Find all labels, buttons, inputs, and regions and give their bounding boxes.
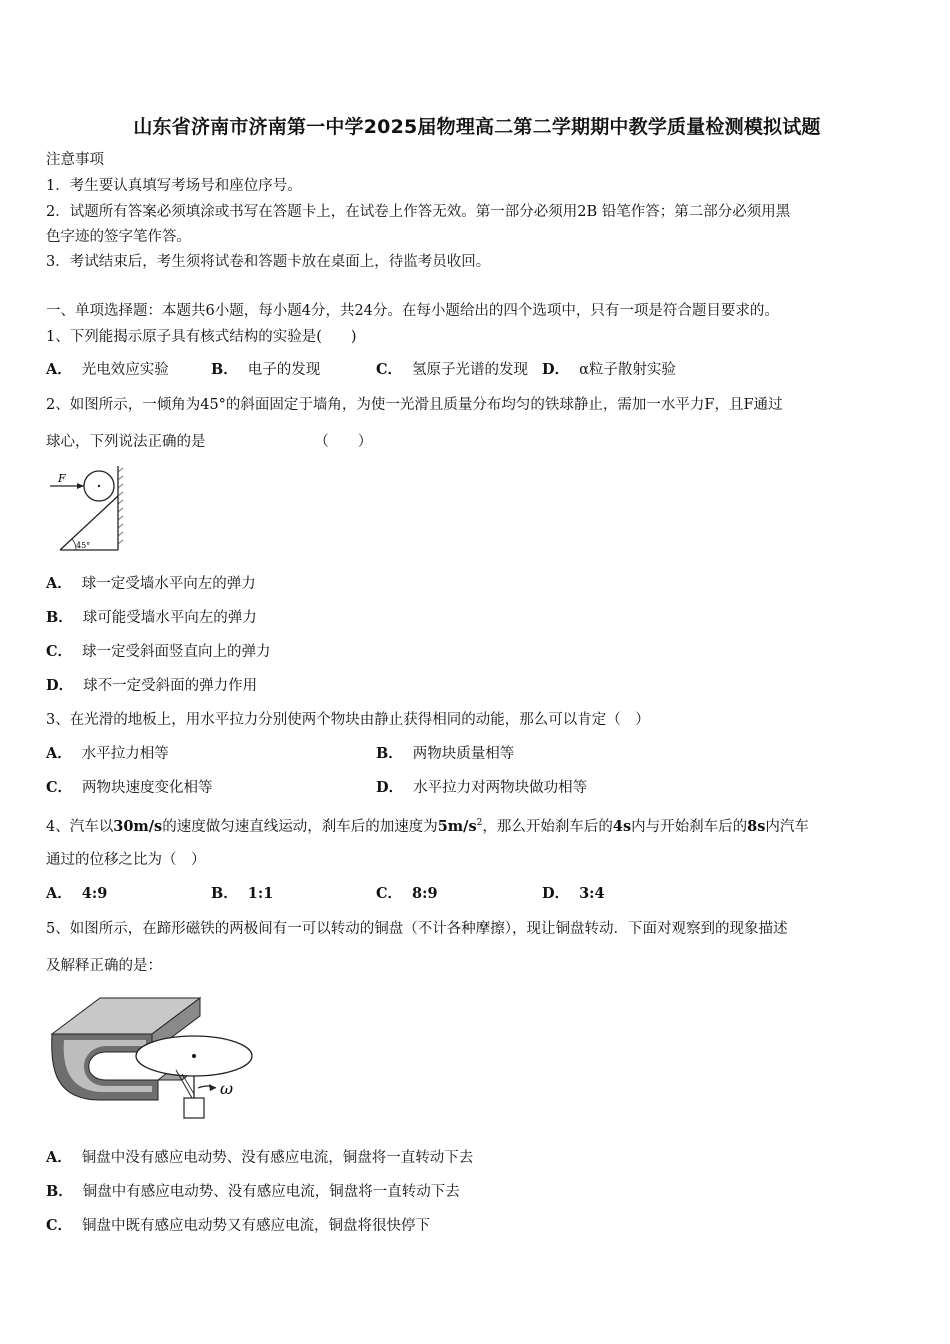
q1-option-d: D． α粒子散射实验 [542,361,676,378]
q1-option-b: B． 电子的发现 [211,361,321,378]
question-2-stem-cont: 球心，下列说法正确的是 （ ） [46,434,373,450]
wall-hatching [118,468,123,544]
question-4-stem-cont: 通过的位移之比为（ ） [46,852,206,868]
q1-option-c: C． 氢原子光谱的发现 [376,361,529,378]
question-2-stem: 2、如图所示，一倾角为45°的斜面固定于墙角，为使一光滑且质量分布均匀的铁球静止，需加一水平力F，且F通过 [46,397,783,413]
question-4-stem: 4、汽车以30m/s的速度做匀速直线运动，刹车后的加速度为$5m/s^2$，那么开始刹车后的4s内与开始刹车后的8s内汽车 [46,817,809,835]
q2-option-a: A． 球一定受墙水平向左的弹力 [46,575,256,592]
q5-option-c: C． 铜盘中既有感应电动势又有感应电流，铜盘将很快停下 [46,1217,431,1234]
q2-option-b: B． 球可能受墙水平向左的弹力 [46,609,257,626]
q4-option-a: A． 4:9 [46,885,108,902]
angle-label: 45° [76,541,91,550]
omega-label: ω [220,1079,234,1098]
q3-option-b: B． 两物块质量相等 [376,745,515,762]
question-1-stem: 1、下列能揭示原子具有核式结构的实验是( ) [46,329,357,345]
question-5-stem: 5、如图所示，在蹄形磁铁的两极间有一可以转动的铜盘（不计各种摩擦），现让铜盘转动．下面对观察到的现象描述 [46,921,788,937]
question-3-stem: 3、在光滑的地板上，用水平拉力分别使两个物块由静止获得相同的动能，那么可以肯定（ ） [46,712,650,728]
q2-option-c: C． 球一定受斜面竖直向上的弹力 [46,643,271,660]
notice-item: 色字迹的签字笔作答。 [46,229,191,245]
notice-item: 1．考生要认真填写考场号和座位序号。 [46,178,302,194]
q1-option-a: A． 光电效应实验 [46,361,169,378]
q4-option-c: C． 8:9 [376,885,438,902]
page-title: 山东省济南市济南第一中学2025届物理高二第二学期期中教学质量检测模拟试题 [133,116,821,138]
incline-ball-figure [46,462,126,556]
q3-option-c: C． 两物块速度变化相等 [46,779,213,796]
q5-option-b: B． 铜盘中有感应电动势、没有感应电流，铜盘将一直转动下去 [46,1183,460,1200]
q5-option-a: A． 铜盘中没有感应电动势、没有感应电流，铜盘将一直转动下去 [46,1149,474,1166]
force-arrowhead [77,483,84,489]
q3-option-a: A． 水平拉力相等 [46,745,169,762]
section-heading: 一、单项选择题：本题共6小题，每小题4分，共24分。在每小题给出的四个选项中，只有一项是符合题目要求的。 [46,303,779,319]
notice-heading: 注意事项 [46,152,104,168]
force-label: F [58,472,66,485]
magnet-copper-disk-figure [48,990,264,1128]
weight-box [184,1098,204,1118]
question-5-stem-cont: 及解释正确的是： [46,958,162,974]
q2-option-d: D． 球不一定受斜面的弹力作用 [46,677,258,694]
q3-option-d: D． 水平拉力对两物块做功相等 [376,779,588,796]
ball-center [98,485,100,487]
q4-option-b: B． 1:1 [211,885,274,902]
disk-axle [192,1054,196,1058]
q4-option-d: D． 3:4 [542,885,605,902]
notice-item: 2．试题所有答案必须填涂或书写在答题卡上，在试卷上作答无效。第一部分必须用2B 铅笔作答；第二部分必须用黑 [46,204,791,220]
notice-item: 3．考试结束后，考生须将试卷和答题卡放在桌面上，待监考员收回。 [46,254,491,270]
